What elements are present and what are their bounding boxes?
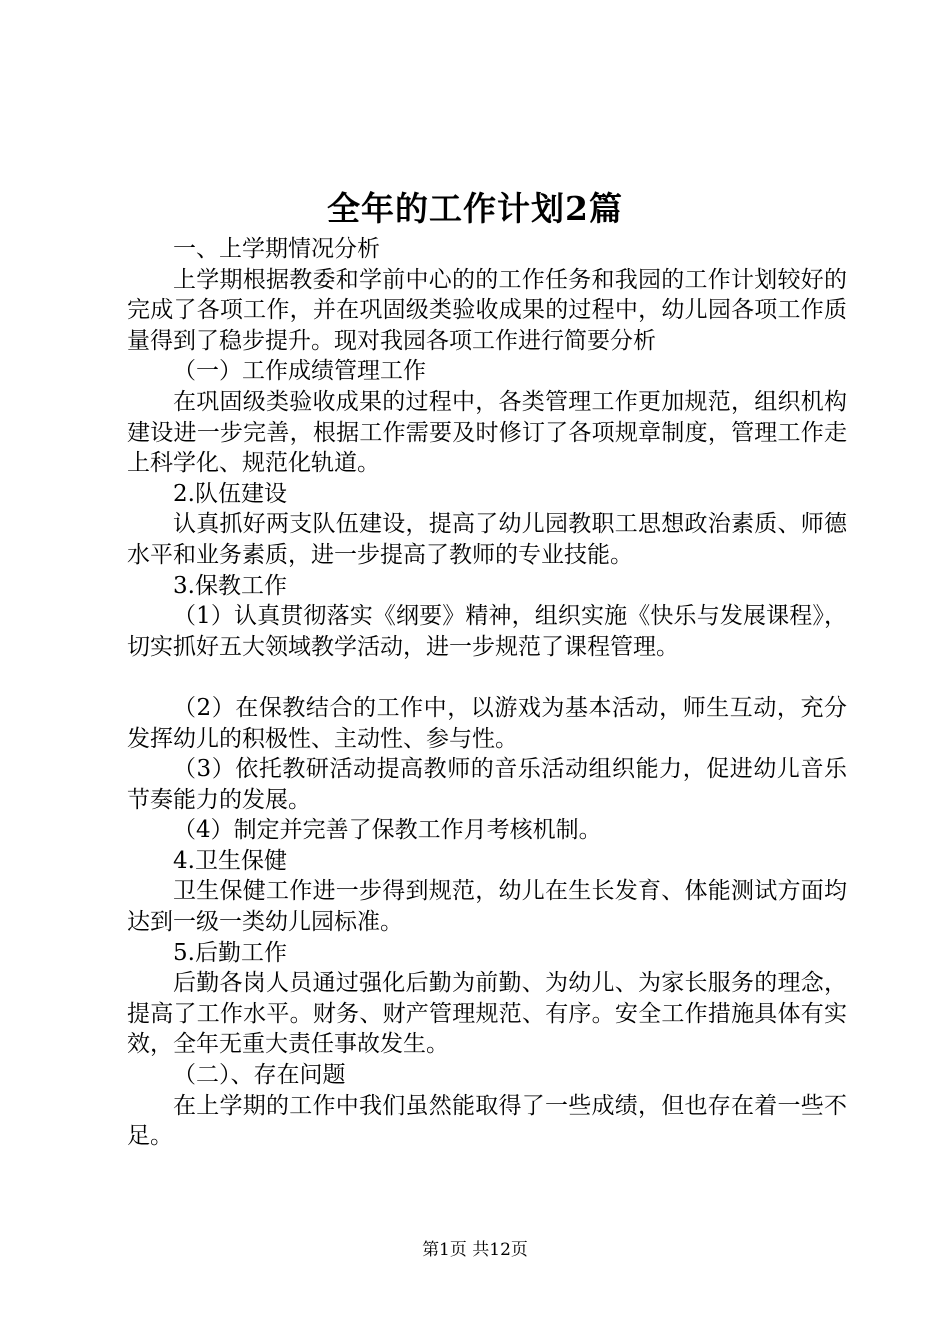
- section-heading: 3.保教工作: [173, 572, 287, 599]
- section-heading: 2.队伍建设: [173, 480, 287, 507]
- body-paragraph: 卫生保健工作进一步得到规范，幼儿在生长发育、体能测试方面均达到一级一类幼儿园标准。: [127, 878, 847, 936]
- body-paragraph: 认真抓好两支队伍建设，提高了幼儿园教职工思想政治素质、师德水平和业务素质，进一步提高了教师的专业技能。: [127, 511, 847, 568]
- body-paragraph: （4）制定并完善了保教工作月考核机制。: [173, 817, 602, 844]
- section-heading: （一）工作成绩管理工作: [173, 358, 426, 385]
- section-heading: （二）、存在问题: [173, 1062, 346, 1089]
- section-heading: 4.卫生保健: [173, 847, 287, 874]
- section-heading: 5.后勤工作: [173, 939, 287, 966]
- document-title: 全年的工作计划2篇: [327, 189, 623, 228]
- document-body: [127, 234, 847, 1152]
- body-paragraph: 上学期根据教委和学前中心的的工作任务和我园的工作计划较好的完成了各项工作，并在巩固级类验收成果的过程中，幼儿园各项工作质量得到了稳步提升。现对我园各项工作进行简要分析: [127, 266, 847, 354]
- body-paragraph: 在上学期的工作中我们虽然能取得了一些成绩，但也存在着一些不足。: [127, 1092, 847, 1150]
- body-paragraph: （1）认真贯彻落实《纲要》精神，组织实施《快乐与发展课程》，切实抓好五大领域教学活动，进一步规范了课程管理。: [127, 603, 847, 660]
- blank-line: [127, 662, 847, 693]
- body-paragraph: 后勤各岗人员通过强化后勤为前勤、为幼儿、为家长服务的理念，提高了工作水平。财务、财产管理规范、有序。安全工作措施具体有实效，全年无重大责任事故发生。: [127, 970, 847, 1058]
- page-footer: 第1页 共12页: [422, 1240, 528, 1260]
- section-heading: 一、上学期情况分析: [173, 236, 380, 262]
- body-paragraph: （2）在保教结合的工作中，以游戏为基本活动，师生互动，充分发挥幼儿的积极性、主动性、参与性。: [127, 694, 847, 752]
- body-paragraph: 在巩固级类验收成果的过程中，各类管理工作更加规范，组织机构建设进一步完善，根据工作需要及时修订了各项规章制度，管理工作走上科学化、规范化轨道。: [127, 388, 847, 477]
- body-paragraph: （3）依托教研活动提高教师的音乐活动组织能力，促进幼儿音乐节奏能力的发展。: [127, 756, 847, 813]
